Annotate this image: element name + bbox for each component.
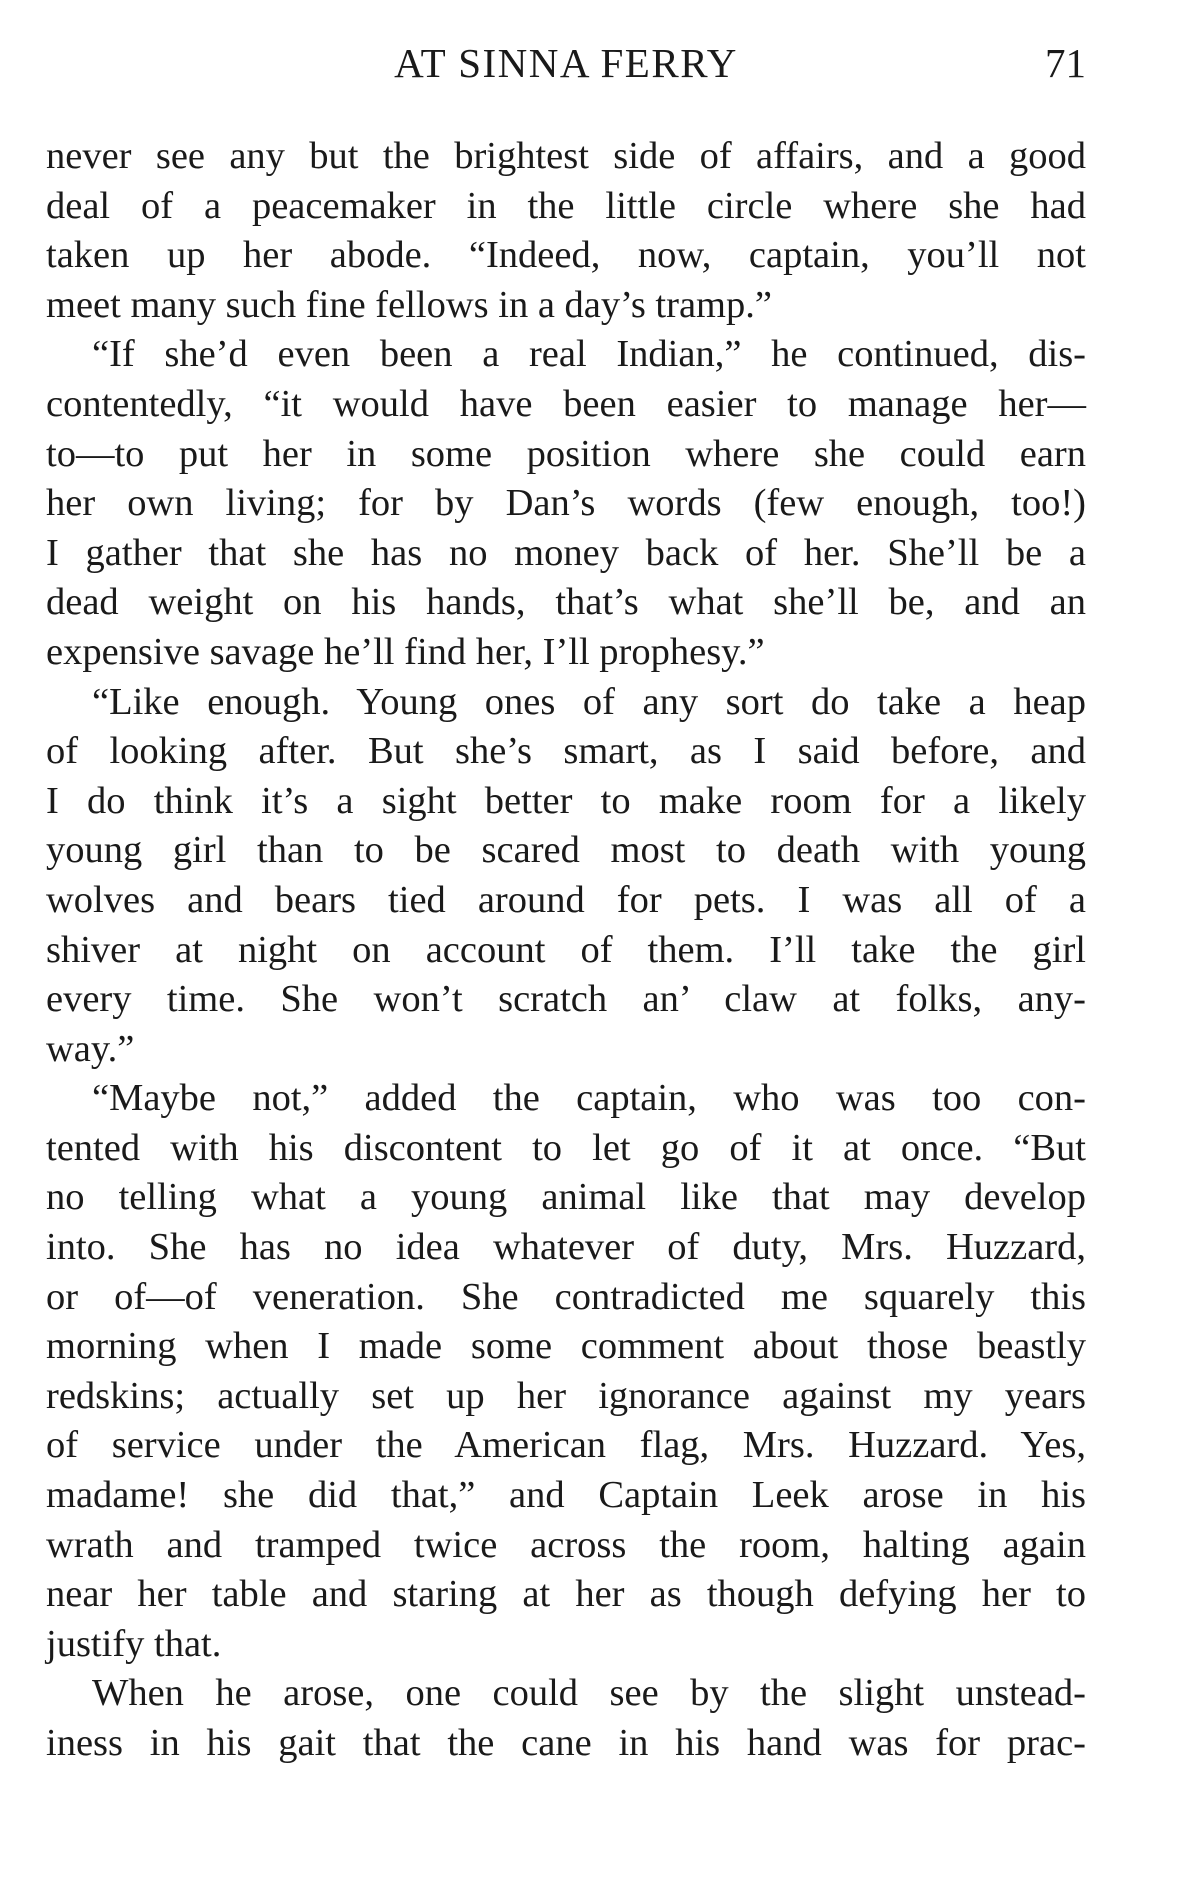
text-line: dead weight on his hands, that’s what she’ll be, and an — [46, 581, 1086, 624]
page-number: 71 — [1045, 40, 1086, 86]
text-line: When he arose, one could see by the slight unstead- — [92, 1672, 1086, 1715]
text-line: morning when I made some comment about those beastly — [46, 1325, 1086, 1368]
text-line: justify that. — [46, 1622, 222, 1665]
text-line: “If she’d even been a real Indian,” he continued, dis- — [92, 333, 1086, 376]
text-line: meet many such fine fellows in a day’s tramp.” — [46, 283, 772, 326]
text-line: “Like enough. Young ones of any sort do take a heap — [92, 680, 1086, 723]
text-line: near her table and staring at her as though defying her to — [46, 1573, 1086, 1616]
text-line: I do think it’s a sight better to make room for a likely — [46, 779, 1086, 822]
text-line: madame! she did that,” and Captain Leek arose in his — [46, 1474, 1086, 1517]
body-text — [46, 132, 1086, 1769]
text-line: no telling what a young animal like that may develop — [46, 1176, 1086, 1219]
text-line: “Maybe not,” added the captain, who was too con- — [92, 1077, 1086, 1120]
text-line: to—to put her in some position where she could earn — [46, 432, 1086, 475]
running-head — [46, 38, 1086, 88]
text-line: expensive savage he’ll find her, I’ll prophesy.” — [46, 630, 765, 673]
text-line: of service under the American flag, Mrs. Huzzard. Yes, — [46, 1424, 1086, 1467]
text-line: I gather that she has no money back of her. She’ll be a — [46, 531, 1086, 574]
text-line: young girl than to be scared most to death with young — [46, 829, 1086, 872]
text-line: wrath and tramped twice across the room, halting again — [46, 1523, 1086, 1566]
paragraph — [46, 330, 1086, 677]
paragraph — [46, 1074, 1086, 1669]
running-title: AT SINNA FERRY — [394, 40, 738, 86]
text-line: into. She has no idea whatever of duty, Mrs. Huzzard, — [46, 1226, 1086, 1269]
text-line: contentedly, “it would have been easier to manage her— — [46, 382, 1086, 425]
text-line: way.” — [46, 1027, 135, 1070]
text-line: her own living; for by Dan’s words (few enough, too!) — [46, 482, 1086, 525]
text-line: of looking after. But she’s smart, as I said before, and — [46, 730, 1086, 773]
text-line: taken up her abode. “Indeed, now, captain, you’ll not — [46, 234, 1086, 277]
text-line: wolves and bears tied around for pets. I was all of a — [46, 878, 1086, 921]
text-line: every time. She won’t scratch an’ claw at folks, any- — [46, 978, 1086, 1021]
text-line: iness in his gait that the cane in his hand was for prac- — [46, 1722, 1086, 1764]
text-line: deal of a peacemaker in the little circle where she had — [46, 184, 1086, 227]
text-line: or of—of veneration. She contradicted me squarely this — [46, 1275, 1086, 1318]
paragraph — [46, 1669, 1086, 1768]
text-line: never see any but the brightest side of affairs, and a good — [46, 135, 1086, 177]
text-line: shiver at night on account of them. I’ll take the girl — [46, 928, 1086, 971]
text-line: tented with his discontent to let go of it at once. “But — [46, 1126, 1086, 1169]
text-line: redskins; actually set up her ignorance against my years — [46, 1374, 1086, 1417]
paragraph — [46, 132, 1086, 330]
paragraph — [46, 678, 1086, 1075]
